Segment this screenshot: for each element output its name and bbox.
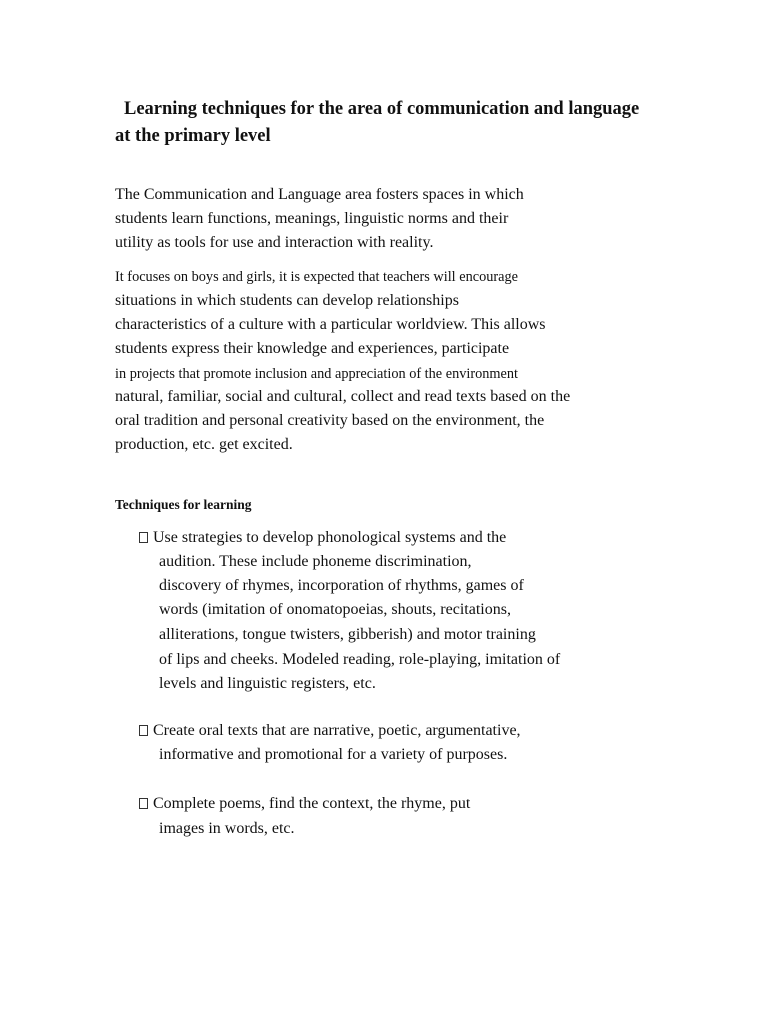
bullet-continuation: informative and promotional for a variety of purposes. bbox=[159, 746, 508, 763]
paragraph-1-line: The Communication and Language area fosters spaces in which bbox=[115, 186, 524, 203]
page-title bbox=[115, 96, 705, 150]
title-line-1: Learning techniques for the area of communication and language bbox=[124, 99, 640, 119]
bullet-text: Complete poems, find the context, the rhyme, put bbox=[153, 795, 471, 812]
section-heading: Techniques for learning bbox=[115, 497, 252, 512]
bullet-text: Create oral texts that are narrative, poetic, argumentative, bbox=[153, 722, 521, 739]
paragraph-2-line: production, etc. get excited. bbox=[115, 436, 293, 453]
bullet-continuation: of lips and cheeks. Modeled reading, role-playing, imitation of bbox=[159, 651, 561, 668]
paragraph-2-line: situations in which students can develop relationships bbox=[115, 292, 459, 309]
paragraph-2-line: students express their knowledge and experiences, participate bbox=[115, 340, 510, 357]
bullet-continuation: levels and linguistic registers, etc. bbox=[159, 675, 376, 692]
paragraph-2-line: characteristics of a culture with a particular worldview. This allows bbox=[115, 316, 546, 333]
bullet-item bbox=[139, 528, 506, 548]
bullet-box-icon bbox=[139, 798, 148, 809]
paragraph-1-line: students learn functions, meanings, linguistic norms and their bbox=[115, 210, 509, 227]
bullet-item bbox=[139, 721, 521, 741]
paragraph-1-line: utility as tools for use and interaction with reality. bbox=[115, 234, 434, 251]
paragraph-2-line: oral tradition and personal creativity based on the environment, the bbox=[115, 412, 545, 429]
bullet-continuation: discovery of rhymes, incorporation of rhythms, games of bbox=[159, 577, 524, 594]
bullet-continuation: images in words, etc. bbox=[159, 820, 295, 837]
bullet-text: Use strategies to develop phonological systems and the bbox=[153, 529, 507, 546]
bullet-box-icon bbox=[139, 532, 148, 543]
bullet-continuation: words (imitation of onomatopoeias, shouts, recitations, bbox=[159, 601, 511, 618]
bullet-continuation: audition. These include phoneme discrimination, bbox=[159, 553, 472, 570]
paragraph-2-line: in projects that promote inclusion and appreciation of the environment bbox=[115, 366, 518, 382]
bullet-box-icon bbox=[139, 725, 148, 736]
bullet-continuation: alliterations, tongue twisters, gibberish) and motor training bbox=[159, 626, 536, 643]
title-line-2: at the primary level bbox=[115, 126, 271, 146]
paragraph-2-line: natural, familiar, social and cultural, collect and read texts based on the bbox=[115, 388, 571, 405]
bullet-item bbox=[139, 794, 470, 814]
paragraph-2-line: It focuses on boys and girls, it is expected that teachers will encourage bbox=[115, 269, 518, 285]
